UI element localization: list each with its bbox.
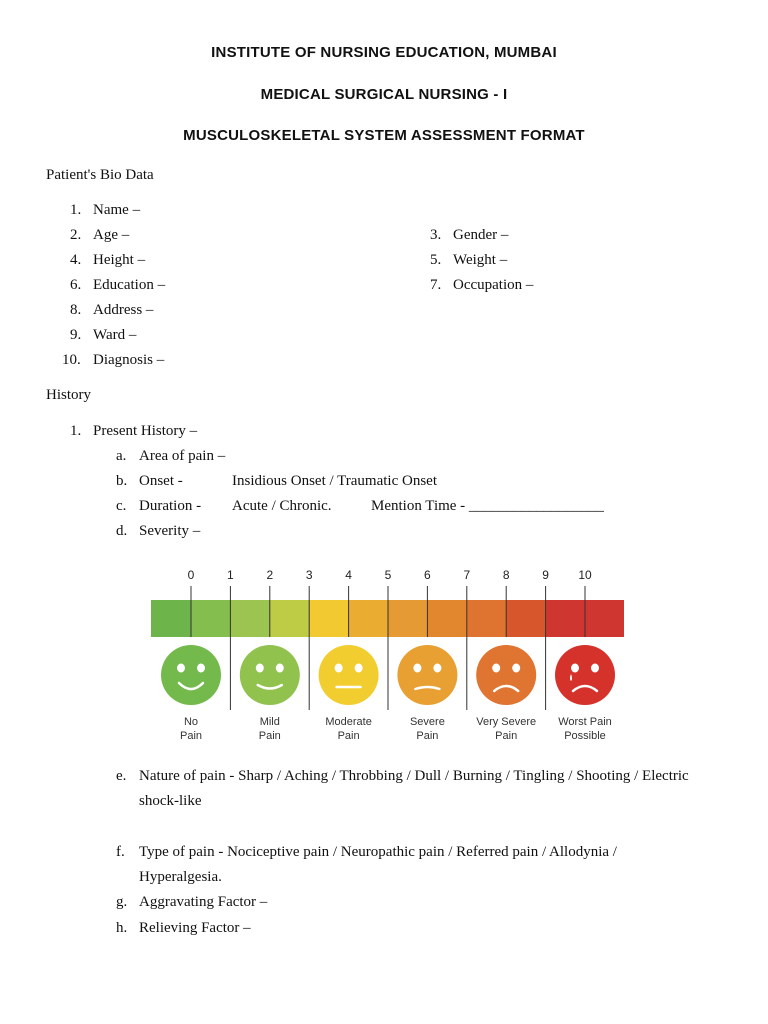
pain-scale-tick-label: 0 bbox=[187, 568, 195, 582]
sub-item-letter: c. bbox=[116, 498, 127, 514]
pain-scale-tick-label: 7 bbox=[463, 568, 471, 582]
type-of-pain-continued: Hyperalgesia. bbox=[139, 869, 222, 885]
pain-scale-tick-label: 8 bbox=[502, 568, 510, 582]
pain-scale-band bbox=[270, 600, 309, 637]
sub-item-letter: f. bbox=[116, 844, 125, 860]
present-history-number: 1. bbox=[70, 423, 82, 439]
pain-face-frown-icon bbox=[476, 645, 536, 705]
bio-item-label: Weight – bbox=[453, 252, 508, 268]
bio-item-label: Education – bbox=[93, 277, 166, 293]
bio-item-label: Diagnosis – bbox=[93, 352, 165, 368]
duration-label: Duration - bbox=[139, 498, 202, 514]
bio-item-label: Ward – bbox=[93, 327, 137, 343]
history-heading: History bbox=[46, 387, 91, 403]
bio-item-number: 10. bbox=[62, 352, 81, 368]
bio-item-number: 4. bbox=[70, 252, 82, 268]
pain-scale-tick-label: 6 bbox=[424, 568, 431, 582]
nature-of-pain-label: Nature of pain - Sharp / Aching / Throbbing / Dull / Burning / Tingling / Shooting / Electric bbox=[139, 768, 689, 784]
sub-item-letter: h. bbox=[116, 920, 128, 936]
pain-face-label: Pain bbox=[337, 730, 360, 742]
severity-label: Severity – bbox=[139, 523, 201, 539]
onset-options: Insidious Onset / Traumatic Onset bbox=[232, 473, 437, 489]
pain-face-neutral-icon bbox=[319, 645, 379, 705]
format-title: MUSCULOSKELETAL SYSTEM ASSESSMENT FORMAT bbox=[183, 127, 585, 144]
subject-title: MEDICAL SURGICAL NURSING - I bbox=[260, 86, 508, 103]
pain-face-label: Very Severe bbox=[476, 716, 537, 728]
pain-face-label: Pain bbox=[179, 730, 203, 742]
relieving-factor-label: Relieving Factor – bbox=[139, 920, 251, 936]
mention-time-field: Mention Time - __________________ bbox=[371, 498, 604, 514]
bio-item-number: 8. bbox=[70, 302, 82, 318]
pain-face-label: Pain bbox=[416, 730, 439, 742]
pain-scale-band bbox=[151, 600, 191, 637]
pain-face-smile-icon bbox=[161, 645, 221, 705]
bio-data-heading: Patient's Bio Data bbox=[46, 167, 154, 183]
sub-item-letter: e. bbox=[116, 768, 127, 784]
bio-item-number: 6. bbox=[70, 277, 82, 293]
pain-scale-band bbox=[506, 600, 545, 637]
sub-item-letter: d. bbox=[116, 523, 128, 539]
present-history-label: Present History – bbox=[93, 423, 198, 439]
sub-item-letter: b. bbox=[116, 473, 128, 489]
pain-scale-tick-label: 2 bbox=[266, 568, 274, 582]
bio-item-number: 1. bbox=[70, 202, 82, 218]
pain-scale-band bbox=[230, 600, 269, 637]
pain-scale-tick-label: 4 bbox=[345, 568, 352, 582]
pain-scale-tick-label: 10 bbox=[578, 568, 592, 582]
pain-scale-band bbox=[349, 600, 388, 637]
institute-title: INSTITUTE OF NURSING EDUCATION, MUMBAI bbox=[211, 44, 557, 61]
pain-face-label: Pain bbox=[258, 730, 281, 742]
pain-scale-tick-label: 1 bbox=[227, 568, 234, 582]
pain-face-label: Mild bbox=[259, 716, 280, 728]
bio-item-label: Occupation – bbox=[453, 277, 534, 293]
sub-item-letter: a. bbox=[116, 448, 127, 464]
onset-label: Onset - bbox=[139, 473, 183, 489]
pain-face-label: No bbox=[183, 716, 199, 728]
pain-scale-band bbox=[309, 600, 348, 637]
pain-scale-band bbox=[388, 600, 427, 637]
pain-face-label: Pain bbox=[495, 730, 518, 742]
pain-face-slight-smile-icon bbox=[240, 645, 300, 705]
pain-face-label: Worst Pain bbox=[558, 716, 612, 728]
aggravating-factor-label: Aggravating Factor – bbox=[139, 894, 268, 910]
pain-scale-band bbox=[546, 600, 585, 637]
pain-scale-band bbox=[427, 600, 466, 637]
pain-scale-chart bbox=[140, 560, 640, 750]
pain-scale-band bbox=[585, 600, 624, 637]
bio-item-number: 5. bbox=[430, 252, 442, 268]
bio-item-number: 2. bbox=[70, 227, 82, 243]
bio-item-label: Age – bbox=[93, 227, 130, 243]
bio-item-label: Name – bbox=[93, 202, 141, 218]
type-of-pain-label: Type of pain - Nociceptive pain / Neuropathic pain / Referred pain / Allodynia / bbox=[139, 844, 617, 860]
pain-face-cry-icon bbox=[555, 645, 615, 705]
bio-item-label: Height – bbox=[93, 252, 146, 268]
pain-face-slight-frown-icon bbox=[397, 645, 457, 705]
area-of-pain-label: Area of pain – bbox=[139, 448, 226, 464]
pain-face-label: Severe bbox=[409, 716, 445, 728]
pain-scale-tick-label: 9 bbox=[542, 568, 549, 582]
nature-of-pain-continued: shock-like bbox=[139, 793, 202, 809]
bio-item-number: 7. bbox=[430, 277, 442, 293]
bio-item-label: Gender – bbox=[453, 227, 509, 243]
bio-item-number: 9. bbox=[70, 327, 82, 343]
pain-scale-tick-label: 5 bbox=[384, 568, 392, 582]
pain-face-label: Moderate bbox=[325, 716, 372, 728]
duration-options: Acute / Chronic. bbox=[232, 498, 332, 514]
bio-item-label: Address – bbox=[93, 302, 154, 318]
bio-item-number: 3. bbox=[430, 227, 442, 243]
pain-scale-band bbox=[467, 600, 506, 637]
pain-scale-tick-label: 3 bbox=[305, 568, 313, 582]
sub-item-letter: g. bbox=[116, 894, 128, 910]
pain-face-label: Possible bbox=[564, 730, 606, 742]
pain-scale-band bbox=[191, 600, 230, 637]
